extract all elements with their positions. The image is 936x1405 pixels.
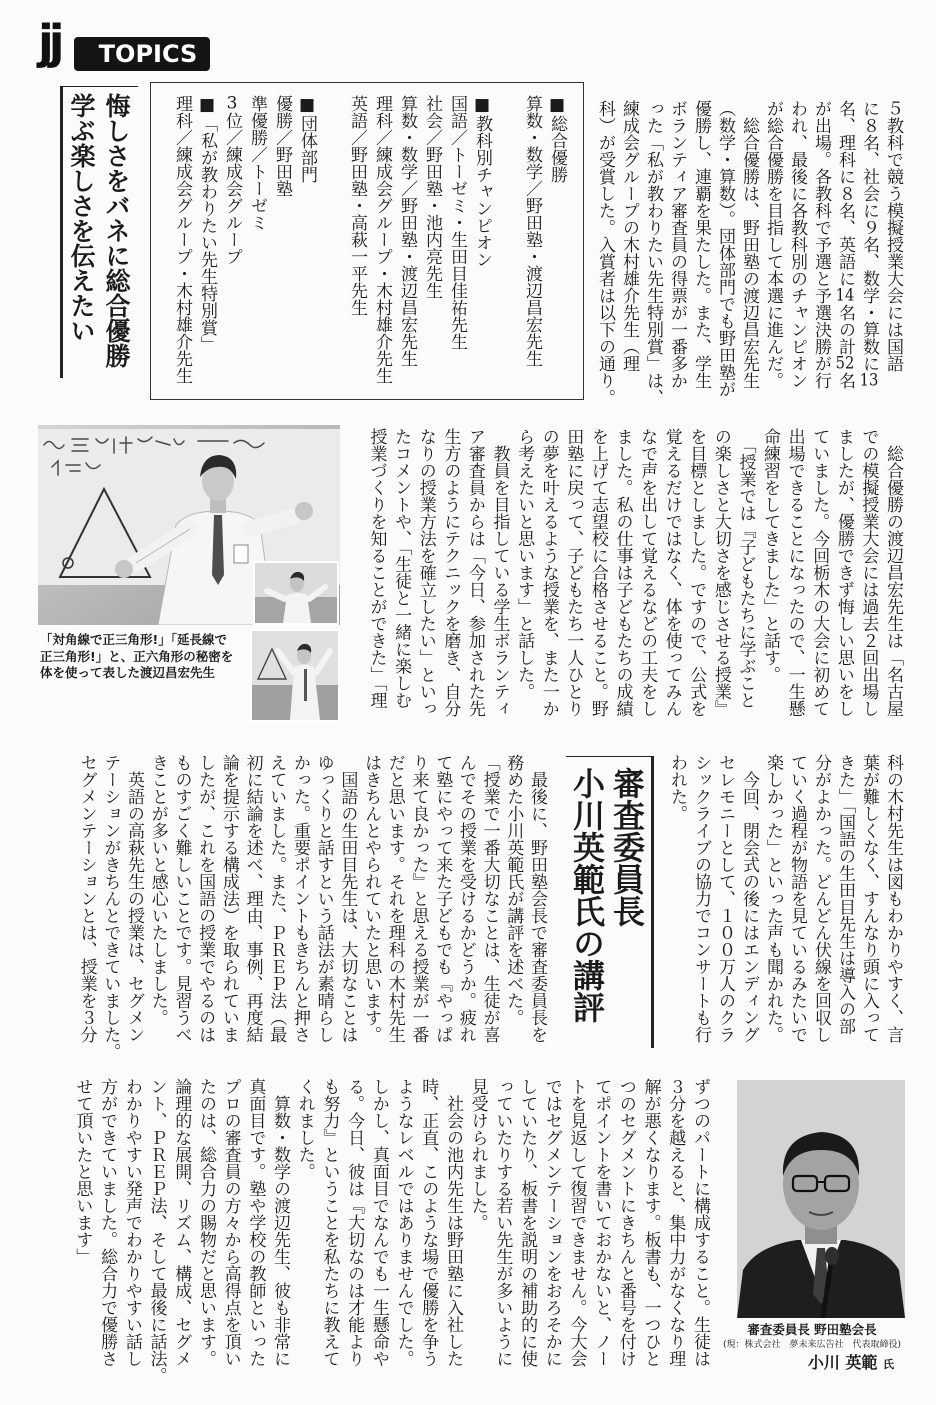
text-column: 英語の高萩先生の授業は、セグメン [124, 754, 145, 1043]
subheadline-line: 小川英範氏の講評 [568, 767, 606, 1023]
text-column: っていたりする若い先生が多いように [492, 1078, 513, 1367]
text-column: ント、ＰＲＥＰ法、そして最後に話法。 [146, 1078, 167, 1384]
text-column: て塾にやって来た子どもでも『やっぱ [432, 754, 453, 1043]
text-column: くれました。 [294, 1078, 315, 1180]
text-column: えていました。また、ＰＲＥＰ法（最 [266, 754, 287, 1043]
text-column: も努力』ということを私たちに教えて [319, 1078, 340, 1367]
text-column: 授業づくりを知ることができた」「理 [366, 428, 387, 709]
text-column: きた」「国語の生田目先生は導入の部 [835, 754, 855, 1035]
text-column: 覚えるだけではなく、体を使ってみん [661, 428, 682, 717]
text-column: しかし、真面目でなんでも一生懸命や [368, 1078, 389, 1367]
text-column: たコメントや、「生徒と一緒に楽しむ [391, 428, 412, 709]
jj-logo: jj [38, 15, 60, 69]
text-column: 生方のようにテクニックを磨き、自分 [440, 428, 461, 717]
text-column: 総合優勝は、野田塾の渡辺昌宏先生 [739, 100, 759, 389]
text-column: での模擬授業大会には過去２回出場し [858, 428, 879, 717]
text-column: 優勝し、連覇を果たした。また、学生 [691, 100, 711, 389]
text-column: を目標としました。ですので、公式を [686, 428, 707, 717]
text-column: ア審査員からは「今日、参加された先 [464, 428, 485, 717]
text-column: る。今日、彼は『大切なのは才能より [344, 1078, 365, 1367]
text-column: きことが多いと感心いたしました。 [147, 754, 168, 1026]
text-column: 名、理科に８名、英語に14名の計52名 [835, 100, 855, 389]
results-entry: 英語／野田塾・高萩一平先生 [347, 95, 367, 316]
results-entry: 準優勝／トーゼミ [247, 95, 267, 231]
text-column: したが、これを国語の授業でやるのは [195, 754, 216, 1043]
text-column: ではセグメンテーションをおろそかに [541, 1078, 562, 1367]
article-section-4 [74, 754, 548, 1060]
text-column: ら考えたいと思います」と話した。 [514, 428, 535, 700]
text-column: 論を提示する構成法）を取られていま [218, 754, 239, 1043]
text-column: ずつのパートに構成すること。生徒は [690, 1078, 710, 1367]
text-column: った「私が教わりたい先生特別賞」は、 [643, 100, 663, 406]
inset-photo-1-image [255, 563, 337, 623]
text-column: り来て良かった』と思える授業が一番 [408, 754, 429, 1043]
text-column: 分がよかった。どんどん伏線を回収し [811, 754, 831, 1043]
judge-caption-title: 審査委員長 野田塾会長 [747, 1322, 877, 1337]
text-column: 解が悪くなります。板書も、一つひと [640, 1078, 661, 1367]
text-column: の夢を叶えるような授業を、また一か [538, 428, 559, 717]
text-column: が出場。各教科で予選と予選決勝が行 [811, 100, 831, 389]
text-column: ボランティア審査員の得票が一番多か [667, 100, 687, 389]
results-heading-overall: ■総合優勝 [547, 95, 567, 183]
inset-photo-2-image [252, 631, 338, 720]
text-column: 社会の池内先生は野田塾に入社した [442, 1078, 463, 1367]
text-column: 見受けられました。 [467, 1078, 488, 1231]
results-entry: 社会／野田塾・池内亮先生 [422, 95, 442, 299]
caption-line: 「対角線で正三角形!」「延長線で [40, 632, 227, 647]
text-column: 葉が難しくなく、すんなり頭に入って [859, 754, 879, 1043]
text-column: セグメンテーションとは、授業を３分 [76, 754, 97, 1043]
text-column: 務めた小川英範氏が講評を述べた。 [503, 754, 524, 1026]
article-section-5 [70, 1078, 712, 1384]
subheadline-line: 審査委員長 [608, 767, 646, 927]
text-column: 算数・数学の渡辺先生、彼も非常に [270, 1078, 291, 1367]
results-spacer [494, 95, 519, 387]
article-intro [593, 100, 905, 406]
results-entry: 理科／練成会グループ・木村雄介先生 [372, 95, 392, 384]
article-section-2 [364, 428, 905, 734]
text-column: 出場できることになったので、一生懸 [784, 428, 805, 717]
text-column: ようなレベルではありませんでした。 [393, 1078, 414, 1367]
upright-number: 52 [835, 355, 855, 372]
text-column: なりの授業方法を確立したい」といっ [415, 428, 436, 717]
results-entry: 算数・数学／野田塾・渡辺昌宏先生 [522, 95, 542, 367]
inset-photo-2 [250, 629, 340, 722]
headline-line: 悔しさをバネに総合優勝 [102, 93, 131, 368]
text-column: 国語の生田目先生は、大切なことは [337, 754, 358, 1043]
text-column: なで声を出して覚えるなどの工夫をし [637, 428, 658, 717]
text-column: 教員を目指している学生ボランティ [489, 428, 510, 717]
caption-line: 正三角形!」と、正六角形の秘密を [40, 648, 234, 664]
text-column: ゆっくりと話すという話法が素晴らし [313, 754, 334, 1043]
text-column: トを見返して復習できません。今大会 [566, 1078, 587, 1367]
text-column: 今回、閉会式の後にはエンディング [739, 754, 759, 1043]
results-entry: 3位／練成会グループ [222, 95, 242, 265]
text-column: 命練習をしてきました」と話す。 [760, 428, 781, 683]
inset-photo-1 [253, 561, 339, 625]
text-column: わかりやすい発声でわかりやすい話し [121, 1078, 142, 1367]
text-column: 「授業で一番大切なことは、生徒が喜 [479, 754, 500, 1043]
judge-caption-note: (現：株式会社 夢未来広告社 代表取締役) [722, 1340, 902, 1350]
text-column: つのセグメントにきちんと番号を付け [615, 1078, 636, 1367]
text-column: 科の木村先生は図もわかりやすく、言 [883, 754, 903, 1043]
text-column: 真面目です。塾や学校の教師といった [245, 1078, 266, 1367]
results-entry: 国語／トーゼミ・生田目佳祐先生 [447, 95, 467, 350]
text-column: 初に結論を述べ、理由、事例、再度結 [242, 754, 263, 1043]
text-column: われ、最後に各教科別のチャンピオン [787, 100, 807, 389]
judge-name: 小川 英範 [807, 1353, 878, 1372]
text-column: んでその授業を受けるかどうか。疲れ [455, 754, 476, 1043]
text-column: てポイントを書いておかないと、ノー [591, 1078, 612, 1367]
headline-box [60, 86, 138, 378]
caption-line: 体を使って表した渡辺昌宏先生 [40, 665, 216, 680]
results-heading-subject: ■教科別チャンピオン [472, 95, 492, 268]
text-column: 総合優勝の渡辺昌宏先生は「名古屋 [883, 428, 903, 717]
text-column: 楽しかった」といった声も聞かれた。 [763, 754, 783, 1043]
text-column: 時、正直、このような場で優勝を争う [418, 1078, 439, 1367]
results-entry: 算数・数学／野田塾・渡辺昌宏先生 [397, 95, 417, 367]
text-column: していたり、板書を説明の補助的に使 [517, 1078, 538, 1367]
judge-honorific: 氏 [883, 1358, 894, 1371]
headline-line: 学ぶ楽しさを伝えたい [67, 93, 96, 343]
text-column: プロの審査員の方々から高得点を頂い [220, 1078, 241, 1367]
text-column: かった。重要ポイントもきちんと押さ [289, 754, 310, 1043]
text-column: （数学・算数）。団体部門でも野田塾が [715, 100, 735, 398]
text-column: われた。 [667, 754, 687, 822]
results-spacer [319, 95, 344, 387]
text-column: ５教科で競う模擬授業大会には国語 [883, 100, 903, 372]
results-entry: 理科／練成会グループ・木村雄介先生 [172, 95, 192, 384]
text-column: が総合優勝を目指して本選に進んだ。 [763, 100, 783, 389]
judge-portrait [737, 1080, 905, 1318]
text-column: 練成会グループの木村雄介先生（理 [619, 100, 639, 372]
text-column: 論理的な展開、リズム、構成、セグメ [171, 1078, 192, 1367]
text-column: シックライブの協力でコンサートも行 [691, 754, 711, 1043]
text-column: の楽しさと大切さを感じさせる授業』 [710, 428, 731, 717]
subheadline-box [566, 756, 654, 1048]
text-column: ましたが、優勝できず悔しい思いをし [833, 428, 854, 717]
text-column: テーションがきちんとできていました。 [100, 754, 121, 1060]
results-entry: 優勝／野田塾 [272, 95, 292, 197]
text-column: 方ができていました。総合力で優勝さ [97, 1078, 118, 1367]
text-column: だと思います。それを理科の木村先生 [384, 754, 405, 1043]
judge-caption-name-line [716, 1352, 908, 1376]
results-box [150, 82, 584, 400]
text-column: ていく過程が物語を見ているみたいで [787, 754, 807, 1043]
text-column: セレモニーとして、１００万人のクラ [715, 754, 735, 1043]
upright-number: 14 [835, 287, 855, 304]
text-column: ていました。今回栃木の大会に初めて [809, 428, 830, 717]
text-column: ものすごく難しいことです。見習うべ [171, 754, 192, 1043]
text-column: に８名、社会に９名、数学・算数に13 [859, 100, 879, 389]
results-heading-special: ■「私が教わりたい先生特別賞」 [197, 95, 217, 353]
text-column: を上げて志望校に合格させること。野 [587, 428, 608, 717]
text-column: せて頂いたと思います」 [72, 1078, 93, 1265]
text-column: 最後に、野田塾会長で審査委員長を [527, 754, 547, 1043]
text-column: 「授業では『子どもたちに学ぶこと [735, 428, 756, 709]
text-column: はきちんとやられていたと思います。 [361, 754, 382, 1043]
results-heading-team: ■団体部門 [297, 95, 317, 183]
topics-label: TOPICS [74, 37, 210, 71]
text-column: ました。私の仕事は子どもたちの成績 [612, 428, 633, 717]
text-column: 田塾に戻って、子どもたち一人ひとり [563, 428, 584, 717]
text-column: たのは、総合力の賜物だと思います。 [195, 1078, 216, 1367]
teacher-photo-caption [40, 632, 248, 682]
judge-caption [716, 1322, 908, 1376]
upright-number: 3 [226, 95, 238, 112]
upright-number: 13 [859, 372, 879, 389]
text-column: ３分を越えると、集中力がなくなり理 [665, 1078, 686, 1367]
article-section-3 [665, 754, 905, 1060]
text-column: 科）が受賞した。入賞者は以下の通り。 [595, 100, 615, 406]
